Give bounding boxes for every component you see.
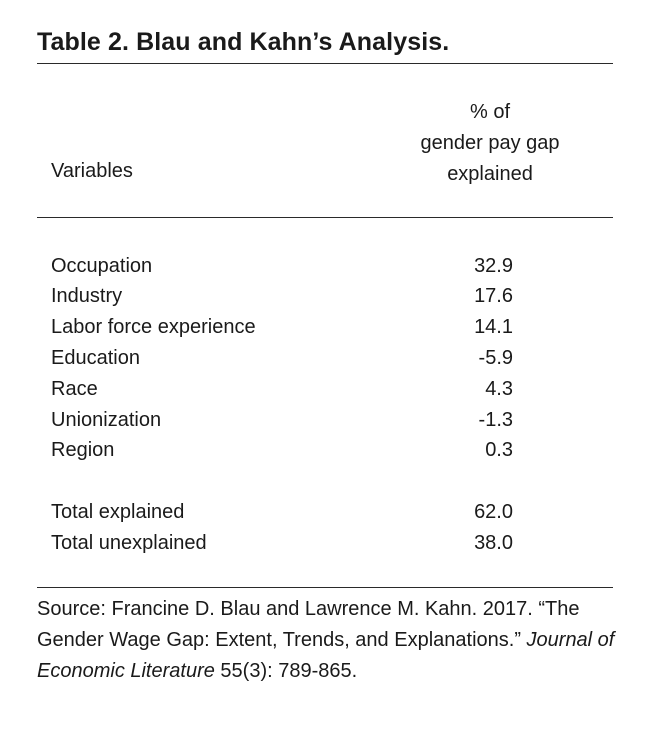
- row-label: Unionization: [51, 409, 162, 431]
- top-rule: [37, 63, 613, 64]
- table-row: [51, 281, 513, 312]
- table-row: [51, 343, 513, 374]
- bottom-rule: [37, 587, 613, 588]
- total-row: [51, 497, 513, 528]
- header-rule: [37, 217, 365, 218]
- column-header-line: gender pay gap: [420, 132, 560, 154]
- column-header-variables: Variables: [51, 160, 133, 182]
- column-header-line: % of: [469, 101, 511, 123]
- row-value: 0.3: [485, 439, 513, 461]
- row-label: Industry: [51, 285, 123, 307]
- total-label: Total unexplained: [51, 532, 207, 554]
- header-rule: [365, 217, 613, 218]
- table-title: Table 2. Blau and Kahn’s Analysis.: [37, 28, 450, 56]
- row-label: Region: [51, 439, 115, 461]
- row-value: -5.9: [478, 347, 513, 369]
- row-value: 17.6: [474, 285, 513, 307]
- row-label: Race: [51, 378, 98, 400]
- total-label: Total explained: [51, 501, 185, 523]
- row-label: Occupation: [51, 255, 153, 277]
- row-label: Labor force experience: [51, 316, 256, 338]
- row-label: Education: [51, 347, 140, 369]
- total-value: 38.0: [474, 532, 513, 554]
- row-value: 4.3: [485, 378, 513, 400]
- table-row: [51, 374, 513, 405]
- table-row: [51, 312, 513, 343]
- source-citation: 55(3): 789-865.: [214, 660, 358, 682]
- column-header-percent-explained: [380, 97, 600, 190]
- row-value: 32.9: [474, 255, 513, 277]
- column-header-line: explained: [447, 163, 533, 185]
- table-row: [51, 405, 513, 436]
- source-text: Source: Francine D. Blau and Lawrence M. Kahn. 2017. “The Gender Wage Gap: Extent, Trends, and Explanations.”: [37, 598, 580, 651]
- table-row: [51, 435, 513, 466]
- row-value: -1.3: [478, 409, 513, 431]
- journal-title: Journal of Economic Literature: [37, 629, 615, 682]
- table-row: [51, 251, 513, 282]
- source-note: [37, 594, 627, 687]
- row-value: 14.1: [474, 316, 513, 338]
- total-row: [51, 528, 513, 559]
- total-value: 62.0: [474, 501, 513, 523]
